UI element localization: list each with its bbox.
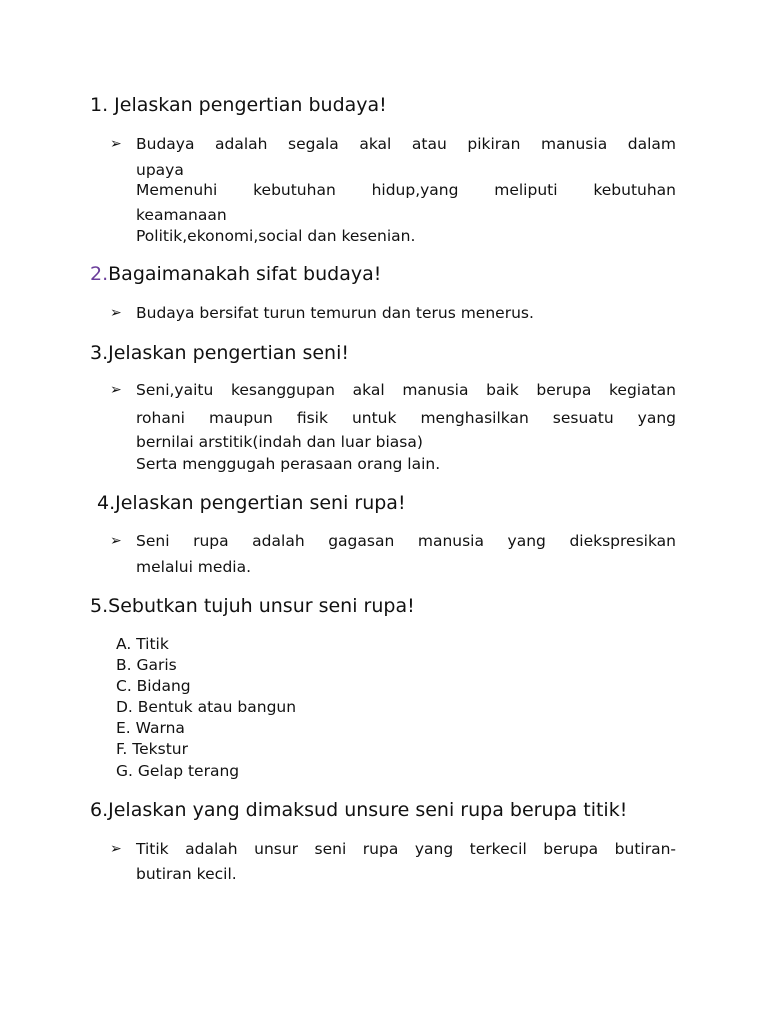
- answer-line: upaya: [136, 161, 184, 179]
- question-2-heading: [90, 262, 381, 286]
- list-item: A. Titik: [116, 635, 169, 653]
- arrow-bullet-icon: ➢: [110, 533, 122, 549]
- question-number: 2.: [90, 263, 109, 285]
- answer-line: Memenuhi kebutuhan hidup,yang meliputi kebutuhan: [136, 181, 676, 199]
- answer-line: Politik,ekonomi,social dan kesenian.: [136, 227, 416, 245]
- answer-line: Budaya adalah segala akal atau pikiran manusia dalam: [136, 135, 676, 153]
- list-item: B. Garis: [116, 656, 177, 674]
- answer-line: keamanaan: [136, 206, 227, 224]
- answer-line: rohani maupun fisik untuk menghasilkan sesuatu yang: [136, 409, 676, 427]
- question-4-heading: 4.Jelaskan pengertian seni rupa!: [97, 492, 406, 514]
- list-item: D. Bentuk atau bangun: [116, 698, 297, 716]
- answer-line: Budaya bersifat turun temurun dan terus menerus.: [136, 304, 534, 322]
- answer-line: Seni,yaitu kesanggupan akal manusia baik berupa kegiatan: [136, 381, 676, 399]
- answer-line: Titik adalah unsur seni rupa yang terkecil berupa butiran-: [136, 840, 676, 858]
- list-item: F. Tekstur: [116, 740, 188, 758]
- list-item: C. Bidang: [116, 677, 191, 695]
- answer-line: bernilai arstitik(indah dan luar biasa): [136, 433, 423, 451]
- answer-line: Seni rupa adalah gagasan manusia yang diekspresikan: [136, 532, 676, 550]
- answer-line: Serta menggugah perasaan orang lain.: [136, 455, 441, 473]
- arrow-bullet-icon: ➢: [110, 136, 122, 152]
- arrow-bullet-icon: ➢: [110, 382, 122, 398]
- answer-line: butiran kecil.: [136, 865, 237, 883]
- question-text: Bagaimanakah sifat budaya!: [108, 263, 382, 285]
- list-item: G. Gelap terang: [116, 762, 240, 780]
- question-3-heading: 3.Jelaskan pengertian seni!: [90, 342, 349, 364]
- question-5-heading: 5.Sebutkan tujuh unsur seni rupa!: [90, 595, 415, 617]
- arrow-bullet-icon: ➢: [110, 841, 122, 857]
- question-6-heading: 6.Jelaskan yang dimaksud unsure seni rupa berupa titik!: [90, 799, 628, 821]
- list-item: E. Warna: [116, 719, 185, 737]
- answer-line: melalui media.: [136, 558, 252, 576]
- question-1-heading: 1. Jelaskan pengertian budaya!: [90, 94, 387, 116]
- arrow-bullet-icon: ➢: [110, 305, 122, 321]
